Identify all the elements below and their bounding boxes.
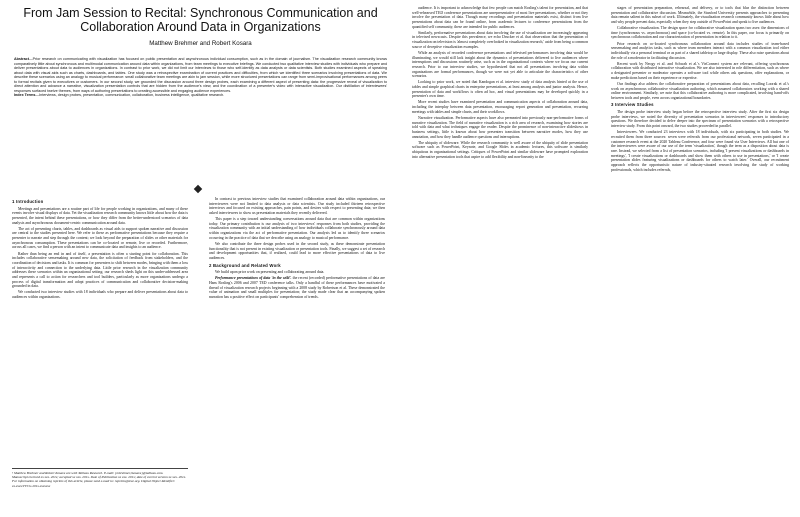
paragraph: Recent work by Neogy et al. and Schwab et al.'s VisConnect system are relevant, offering synchronous collaboration with distributed interactive visualization. We are also interested in role differentiation, such as where a designated presenter or moderator operates a software tool while others ask questions, offer explanations, or make predictions based on their experience or expertise. [611, 61, 789, 80]
paragraph: The act of presenting charts, tables, and dashboards as visual aids to support spoken narrative and discussion are central to the studies presented here. We refer to these as performative presentations because they require a presenter to narrate and step through the content; we look beyond the preparation of slides or other materials for asynchronous consumption. These presentations can be co-located or remote, live or recorded. Furthermore, across all cases, we find a person with an intent to communicate data and insights to an audience. [12, 226, 188, 250]
paragraph: We also contribute the three design probes used in the second study, as these demonstrate presentation functionality that is not present in existing visualization or presentation tools. Finally, we suggest a set of research and development opportunities that, if realized, could lead to more effective presentations of data to live audiences. [209, 241, 385, 260]
paragraph: Our findings also address the collaborative preparation of presentations about data, recalling Loorak et al.'s work on asynchronous collaborative visualization authoring, which assumed collaborators working with a shared online environment. Similarly, we note that this collaborative authoring is more complicated, involving hand-offs between tools and people, even across organizational boundaries. [611, 81, 789, 100]
column-2 [209, 197, 385, 510]
paragraph: The design probe interview study began before the retrospective interview study. After the first six design probe interviews, we noted the diversity of presentation scenarios in interviewees' responses to introductory questions. We therefore decided to delve deeper into the spectrum of presentation scenarios with a retrospective interview study. From this point onward, the two studies proceeded in parallel. [611, 110, 789, 129]
section-heading-introduction: 1 Introduction [12, 199, 44, 204]
abstract [14, 57, 387, 185]
paragraph: Similarly, performative presentations about data involving the use of visualization are increasingly appearing in televised newscasts. Despite this prevalence, we echo Drucker et al. that observation that the presentation of visualization on television is 'almost completely overlooked in visualization research,' aside from being a common source of deceptive visualization examples. [412, 30, 588, 49]
paragraph: stages of presentation preparation, rehearsal, and delivery, or to tools that blur the distinction between presentation and collaborative discussion. Meanwhile, the Stanford University presents approaches to presenting data remain salient in this subset of work. Ultimately, the visualization research community knows little about how and why people present data, especially when they step outside of PowerPoint and speak to live audiences. [611, 6, 789, 24]
abstract-label: Abstract [14, 57, 29, 61]
paragraph: Looking to prior work, we noted that Kandogan et al. interview study of data analysts hinted at the use of tables and simple graphical charts in enterprise presentations, at least among analysts and junior analysts. Hence, presentation of data and workflows is often ad hoc, and visual presentations may be developed quickly in a presenter's own time. [412, 80, 588, 99]
paragraph: In contrast to previous interview studies that examined collaboration around data within organizations, our interviewees were not limited to data analysts or data scientists. Our study included thirteen retrospective interviews and focused on existing approaches, pain points, and desires with respect to presenting data; we then asked interviewees to show us presentation materials they recently delivered. [209, 197, 385, 215]
section-heading-background: 2 Background and Related Work [209, 262, 281, 268]
footnote [12, 468, 188, 488]
index-terms-label: Index Terms [14, 93, 36, 98]
paragraph: While an analysis of recorded conference presentations and televised performances involving data would be illuminating, we would still lack insight about the dynamics of presentations delivered to live audiences where interruptions and discussions routinely arise, such as in the organizational contexts where we focus our current research. Prior to our interview studies, we hypothesized that not all presentations involving data within organizations are formal performances, though we were not yet able to articulate the characteristics of other scenarios. [412, 50, 588, 79]
subheading-performance: Performance presentations of data 'in the wild'. [215, 276, 292, 281]
column-4 [611, 6, 789, 510]
section-heading-interview-studies: 3 Interview Studies [611, 102, 654, 108]
index-terms-text: —Interviews, design probes, presentation, communication, collaboration, business intelligence, qualitative research. [35, 93, 225, 98]
paragraph: Interviewees. We conducted 23 interviews with 18 individuals, with six participating in both studies. We recruited them from three sources: seven were referrals from our professional network, seven participated in a customer research event at the 2020 Tableau Conference, and four were found via User Interviews. All but one of the interviewees were aware of our use of the term 'visualization', though the term as a disposition about data is rare. Instead, we selected from a list of presentation scenarios, including 'I present visualizations or dashboards in meetings', 'I create visualizations or dashboards and show them with others to use in presentations,' or 'I create presentation slides featuring visualizations or dashboards for others to watch later.' Overall, our recruitment approach reflects the opportunistic nature of industry-situated research involving the study of working professionals, which includes referrals, [611, 130, 789, 172]
column-1 [12, 197, 188, 510]
paragraph: Meetings and presentations are a routine part of life for people working in organizations, and many of these events involve visual displays of data. Yet the visualization research community knows little about how the data is presented, the intent behind these presentations, or how they differ from the better-understood scenarios of data analysis and asynchronous document-centric communication around data. [12, 206, 188, 225]
paragraph-text: the recent (recorded) performative presentations of data are Hans Rosling's 2006 and 2007 TED conference talks. Only a handful of these performances have motivated a thread of visualization research projects beginning with a 2008 study by Robertson et al. These demonstrated the value of animation and small multiples for presentation; the study made clear that an accompanying spoken narration has a positive effect on participants' comprehension of trends. [209, 276, 385, 299]
paragraph: Collaborative visualization. The design space for collaborative visualization spans two axes: the dimensions of time (synchronous vs. asynchronous) and space (co-located vs. remote). In this paper, our focus is primarily on synchronous collaboration and our characterization of presentation in relation to it. [611, 26, 789, 40]
authors: Matthew Brehmer and Robert Kosara [149, 40, 252, 47]
separator-diamond-icon [194, 185, 202, 193]
abstract-text: —Prior research on communicating with visualization has focused on public presentation and asynchronous individual consumption, such as in the domain of journalism. The visualization research community knows comparatively little about synchronous and multimodal communication around data within organizations, from team meetings to executive briefings. We conducted two qualitative interview studies with individuals who prepare and deliver presentations about data to audiences in organizations. In contrast to prior work, we did not limit our interviews to those who self-identify as data analysts or data scientists. Both studies examined aspects of speaking about data with visual aids such as charts, dashboards, and tables. One study was a retrospective examination of current practices and difficulties, from which we identified three scenarios involving presentations of data. We describe these scenarios using an analogy to musical performance: small collaborative team meetings are akin to jam session, while more structured presentations can range from semi-improvisational performances among peers to formal recitals given to executives or customers. In our second study, we grounded the discussion around three design probes, each examining a different aspect of presenting data: the progressive reveal of visualization to direct attention and advance a narrative, visualization presentation controls that are hidden from the audience's view, and the coordination of a presenter's video with interactive visualization. Our distillation of interviewees' responses surfaced twelve themes, from ways of authoring presentations to creating accessible and engaging audience experiences. [14, 57, 387, 93]
paragraph: More recent studies have examined presentation and communication aspects of collaboration around data, including the interplay between data presentation, encouraging report generation and presentation, recurring meetings with tables and simple charts, and their workflows. [412, 100, 588, 114]
paragraph: We conducted two interview studies with 18 individuals who prepare and deliver presentations about data to audiences within organizations. [12, 290, 188, 299]
paragraph: audience. It is important to acknowledge that few people can match Rosling's talent for presentation, and that well-rehearsed TED conference presentations are unrepresentative of most live presentations, whether or not they involve the presentation of data. Though many recordings and presentation materials exist, distinct from live presentations about data can be found online, from academic lectures to conference presentations from the quantified self community, these are intended for public audiences. [412, 6, 588, 29]
footnote-manuscript: Manuscript received xx xxx. 201x; accepted xx xxx. 201x. Date of Publication xx xxx. 201x; date of current version xx xxx. 201x. For information on obtaining reprints of this article, please send e-mail to: reprints@ieee.org. Digital Object Identifier: xx.xxxx/TVCG.201x.xxxxxxx [12, 475, 187, 488]
paper-title: From Jam Session to Recital: Synchronous Communication and Collaboration Around Data in Organizations [23, 6, 378, 34]
paragraph: Rather than being an end in and of itself, a presentation is often a starting point for collaboration. This includes collaborative sensemaking around new data, the solicitation of feedback from stakeholders, and the coordination of decisions and tasks. It is common for presenters to shift between modes, bringing with them a loss of interactivity and connection to the underlying data. Little prior research in the visualization community addresses these scenarios within an organizational setting; our research sheds light on this under-addressed area and represents a call to action for researchers and tool builders, particularly as more organizations undergo a process of digital transformation and adopt practices of communication and collaborative decision-making grounded in data. [12, 251, 188, 289]
paragraph: The ubiquity of slideware. While the research community is well aware of the ubiquity of slide presentation software such as PowerPoint, Keynote, and Google Slides in academic lectures, this software is similarly ubiquitous in organizational settings. Critiques of PowerPoint and similar slideware have prompted exploration into alternative presentation tools that aspire to add flexibility and non-linearity to the [412, 140, 588, 159]
paragraph: This paper is a step toward understanding conversations around data that are common within organizations today. Our primary contribution is our analysis of two interviews' responses from both studies, providing the visualization community with an initial understanding of how individuals collaborate synchronously around data within organizations via the act of performative presentation. Our analysis led us to identify three scenarios occurring in the practice of data that we describe using an analogy to musical performance. [209, 217, 385, 240]
paragraph [209, 276, 385, 299]
paragraph: Prior research on co-located synchronous collaboration around data includes studies of team-based sensemaking and analytics tasks, such as where team members interact with a common visualization tool either individually via a personal terminal or as part of a shared tabletop or large display. These also raise questions about the role of a moderator in facilitating discussion. [611, 41, 789, 60]
paragraph: We build upon prior work on presenting and collaborating around data. [215, 270, 325, 275]
paragraph: Narrative visualization. Performative aspects have also permeated into previously non-performative forms of narrative visualization. The field of narrative visualization is a rich area of research, examining how stories are told with data and what techniques engage the reader. Despite the prominence of non-interactive slideshows in business settings, little is known about how presenters transition between narrative modes, how they use annotation, and how they handle audience questions and interruptions. [412, 115, 588, 139]
footnote-authors: • Matthew Brehmer and Robert Kosara are with Tableau Research. E-mail: {mbrehmer,rkosara}@tableau.com. [12, 471, 164, 475]
column-3 [412, 6, 588, 510]
